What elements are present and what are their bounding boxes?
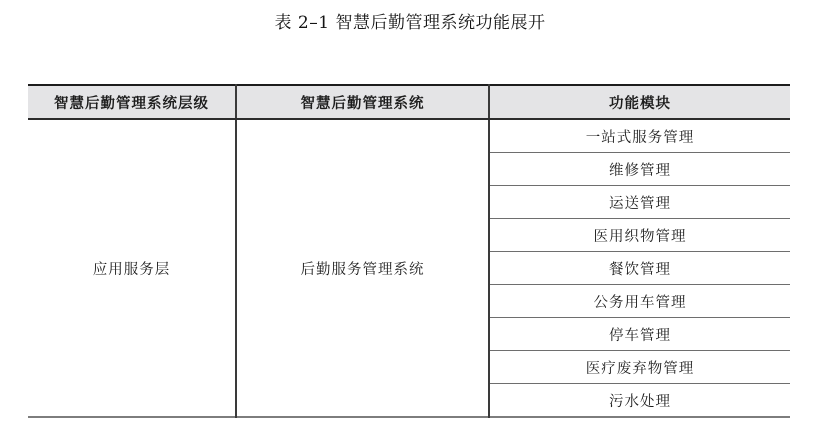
level-cell: 应用服务层 bbox=[28, 119, 236, 417]
table-caption: 表 2–1 智慧后勤管理系统功能展开 bbox=[274, 13, 546, 33]
module-cell: 医疗废弃物管理 bbox=[489, 351, 790, 384]
table-row bbox=[28, 119, 790, 153]
table-header-row bbox=[28, 85, 790, 119]
function-table bbox=[28, 84, 790, 418]
module-cell: 污水处理 bbox=[609, 393, 671, 410]
header-cell-level: 智慧后勤管理系统层级 bbox=[28, 85, 236, 119]
header-cell-system: 智慧后勤管理系统 bbox=[236, 85, 489, 119]
module-cell: 餐饮管理 bbox=[489, 252, 790, 285]
module-cell: 停车管理 bbox=[489, 318, 790, 351]
module-cell: 维修管理 bbox=[489, 153, 790, 186]
system-cell: 后勤服务管理系统 bbox=[236, 119, 489, 417]
header-cell-module: 功能模块 bbox=[489, 85, 790, 119]
module-cell: 公务用车管理 bbox=[489, 285, 790, 318]
module-cell: 运送管理 bbox=[489, 186, 790, 219]
module-cell: 一站式服务管理 bbox=[489, 119, 790, 153]
module-cell: 医用织物管理 bbox=[489, 219, 790, 252]
table-body bbox=[28, 119, 790, 417]
